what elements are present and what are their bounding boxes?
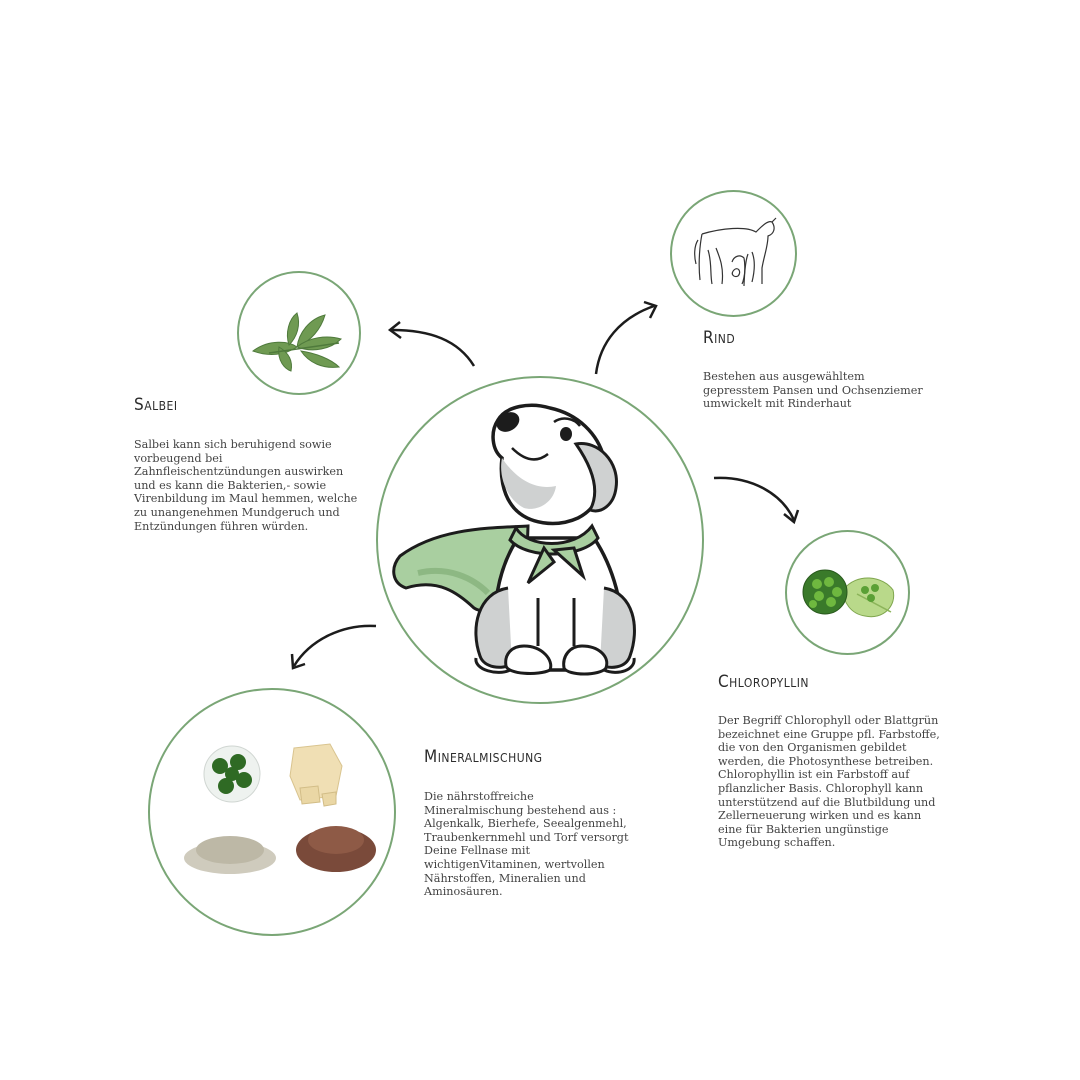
superhero-dog-mascot	[378, 378, 706, 706]
chloropyllin-circle	[785, 530, 910, 655]
mineralmischung-circle	[148, 688, 396, 936]
arrow-to-rind	[592, 300, 662, 376]
mineralmischung-title: Mineralmischung	[424, 747, 543, 767]
center-mascot-circle	[376, 376, 704, 704]
rind-title: Rind	[703, 328, 736, 348]
mineralmischung-description: Die nährstoffreiche Mineralmischung bestehend aus : Algenkalk, Bierhefe, Seealgenmehl, Traubenkernmehl und Torf versorgt Deine Fellnase mit wichtigenVitaminen, wertvollen Nährstoffen, Mineralien und Aminosäuren.	[424, 790, 629, 899]
chlorophyll-cells-icon	[787, 532, 908, 653]
cow-line-icon	[672, 192, 795, 315]
chloropyllin-title: Chloropyllin	[718, 672, 809, 692]
rind-description: Bestehen aus ausgewähltem gepresstem Pansen und Ochsenziemer umwickelt mit Rinderhaut	[703, 370, 923, 411]
chloropyllin-description: Der Begriff Chlorophyll oder Blattgrün bezeichnet eine Gruppe pfl. Farbstoffe, die von den Organismen gebildet werden, die Photosynthese betreiben. Chlorophyllin ist ein Farbstoff auf pflanzlicher Basis. Chlorophyll kann unterstützend auf die Blutbildung und Zellerneuerung wirken und es kann eine für Bakterien ungünstige Umgebung schaffen.	[718, 714, 940, 850]
salbei-title: Salbei	[134, 395, 178, 415]
salbei-circle	[237, 271, 361, 395]
arrow-to-chloropyllin	[712, 474, 802, 526]
mineral-ingredients-icon	[150, 690, 394, 934]
arrow-to-salbei	[386, 318, 478, 370]
arrow-to-mineralmischung	[288, 622, 380, 672]
rind-circle	[670, 190, 797, 317]
sage-leaves-icon	[239, 273, 359, 393]
salbei-description: Salbei kann sich beruhigend sowie vorbeugend bei Zahnfleischentzündungen auswirken und es kann die Bakterien,- sowie Virenbildung im Maul hemmen, welche zu unangenehmen Mundgeruch und Entzündungen führen würden.	[134, 438, 358, 533]
